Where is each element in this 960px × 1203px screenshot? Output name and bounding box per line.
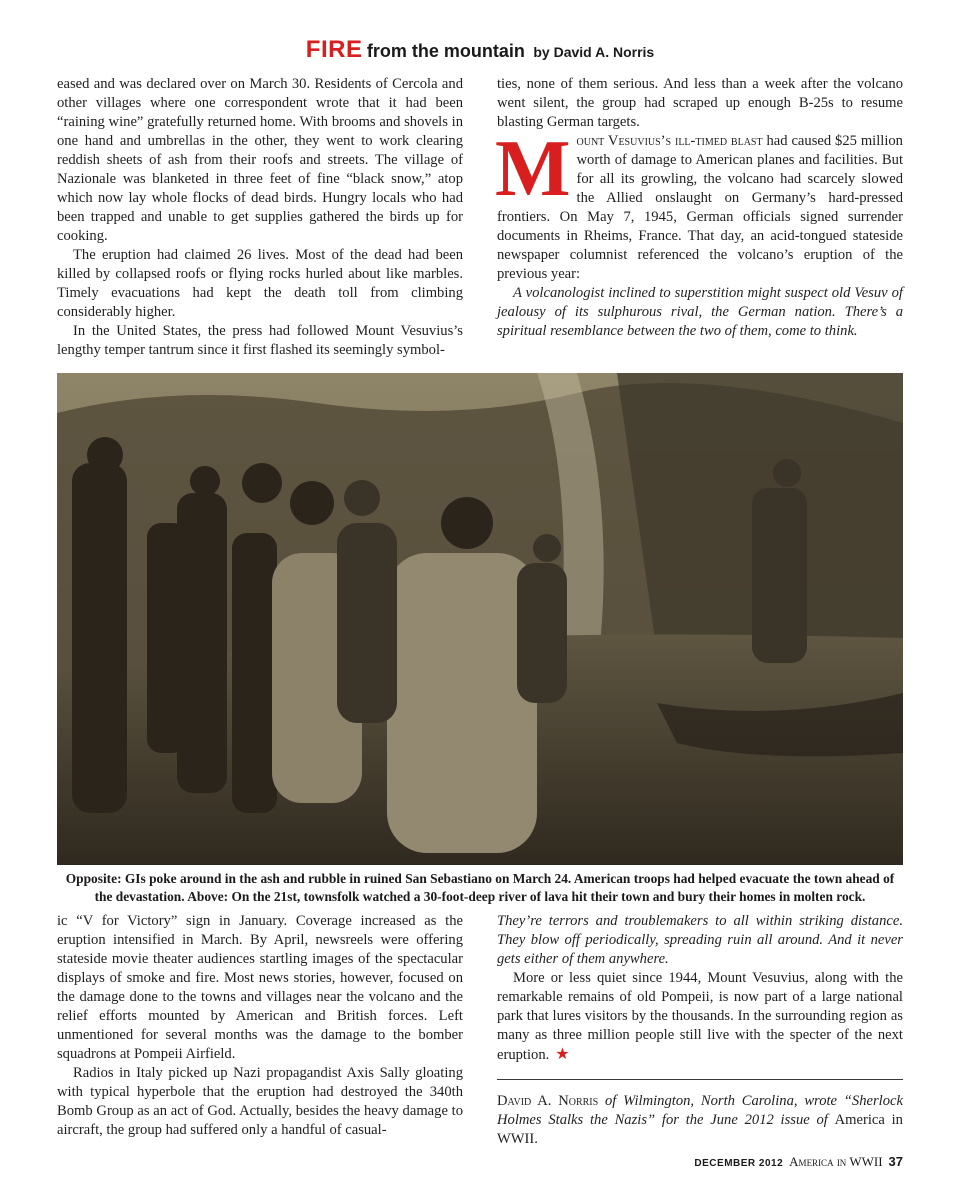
photo-illustration — [57, 373, 903, 865]
quote-paragraph: A volcanologist inclined to superstition might suspect old Vesuv of jealousy of its sulphurous rival, the German nation. There’s a spiritual resemblance between the two of them, come to think. — [497, 285, 903, 339]
bio-divider — [497, 1079, 903, 1080]
drop-cap: M — [495, 125, 571, 213]
paragraph: Radios in Italy picked up Nazi propagandist Axis Sally gloating with typical hyperbole that the eruption had destroyed the 340th Bomb Group as an act of God. Actually, besides the heavy damage to aircraft, the group had suffered only a handful of casual- — [57, 1065, 463, 1138]
column-bottom-left — [57, 912, 463, 1140]
paragraph-text: More or less quiet since 1944, Mount Vesuvius, along with the remarkable remains of old Pompeii, is now part of a large national park that lures visitors by the thousands. In the surrounding region as many as three million people still live with the specter of the next eruption. — [497, 970, 903, 1063]
column-top-left — [57, 75, 463, 360]
paragraph: In the United States, the press had followed Mount Vesuvius’s lengthy temper tantrum since it first flashed its seemingly symbol- — [57, 323, 463, 358]
page-footer — [694, 1154, 903, 1170]
bio-magazine: America in WWII. — [497, 1112, 903, 1147]
title-rest: from the mountain — [366, 41, 525, 61]
column-top-right — [497, 75, 903, 341]
page-number: 37 — [888, 1154, 903, 1169]
column-bottom-right — [497, 912, 903, 1149]
bio-name: David A. Norris — [497, 1093, 599, 1109]
bio-text: of Wilmington, North Carolina, wrote “Sherlock Holmes Stalks the Nazis” for the June 2012 issue of — [497, 1093, 903, 1128]
magazine-name: America in WWII — [789, 1154, 883, 1169]
paragraph: ties, none of them serious. And less than a week after the volcano went silent, the group had scraped up enough B-25s to resume blasting German targets. — [497, 76, 903, 130]
quote-paragraph: They’re terrors and troublemakers to all within striking distance. They blow off periodically, spreading ruin all around. And it never gets either of them anywhere. — [497, 913, 903, 967]
star-icon: ★ — [555, 1046, 570, 1063]
lead-in-smallcaps: ount Vesuvius’s ill-timed blast — [576, 133, 763, 149]
byline: by David A. Norris — [533, 44, 655, 60]
drop-cap-paragraph — [495, 125, 903, 284]
lava-watchers-photo — [57, 373, 903, 865]
paragraph: eased and was declared over on March 30. Residents of Cercola and other villages where one correspondent wrote that it had been “raining wine” gratefully returned home. With brooms and shovels in one hand and umbrellas in the other, they went to work clearing reddish sheets of ash from their roofs and streets. The village of Nazionale was blanketed in three feet of fine “black snow,” atop which now lay whole flocks of dead birds. Hungry locals who had been trapped and unable to get supplies gathered the birds up for cooking. — [57, 76, 463, 244]
paragraph-text: had caused $25 million worth of damage to American planes and facilities. But for all its growling, the volcano had scarcely slowed the Allied onslaught on Germany’s hard-pressed frontiers. On May 7, 1945, German officials signed surrender documents in Rheims, France. That day, an acid-tongued stateside newspaper columnist referenced the volcano’s eruption of the previous year: — [497, 133, 903, 282]
paragraph — [497, 969, 903, 1065]
author-bio — [497, 1092, 903, 1149]
paragraph: ic “V for Victory” sign in January. Coverage increased as the eruption intensified in March. By April, newsreels were offering stateside movie theater audiences startling images of the spectacular displays of smoke and fire. Most news stories, however, focused on the damage done to the towns and villages near the volcano and the relief efforts mounted by American and British forces. Left unmentioned for several months was the damage to the bomber squadrons at Pompeii Airfield. — [57, 913, 463, 1062]
title-accent: FIRE — [305, 36, 363, 63]
photo-caption: Opposite: GIs poke around in the ash and rubble in ruined San Sebastiano on March 24. American troops had helped evacuate the town ahead of the devastation. Above: On the 21st, townsfolk watched a 30-foot-deep river of lava hit their town and bury their homes in molten rock. — [65, 871, 895, 904]
paragraph: The eruption had claimed 26 lives. Most of the dead had been killed by collapsed roofs or flying rocks hurled about like marbles. Timely evacuations had kept the death toll from climbing considerably higher. — [57, 247, 463, 320]
issue-date: DECEMBER 2012 — [694, 1158, 784, 1169]
article-header — [0, 36, 960, 64]
